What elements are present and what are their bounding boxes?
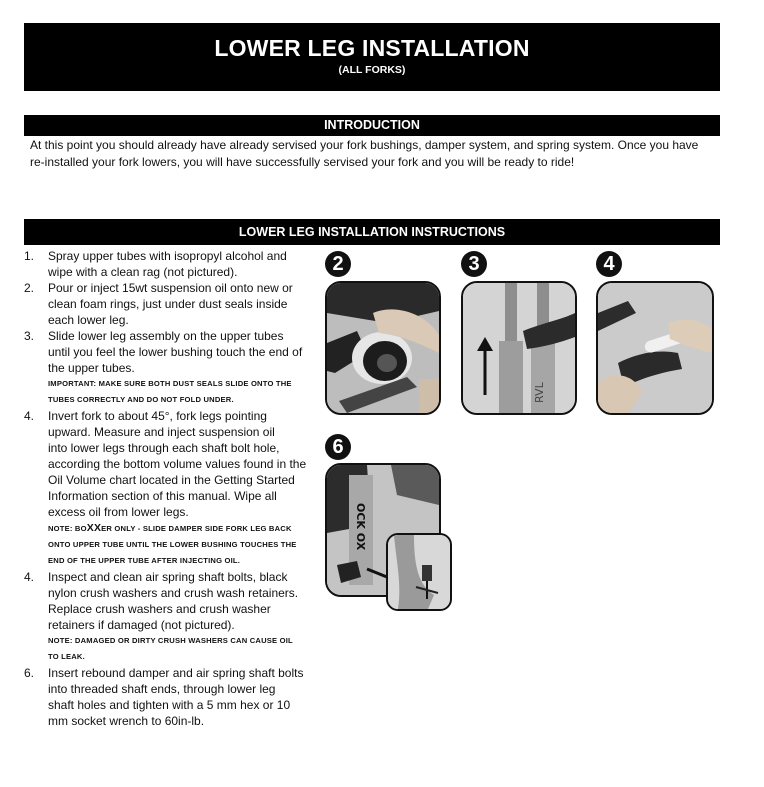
step-line: Information section of this manual. Wipe all [48, 489, 277, 503]
step-line: Oil Volume chart located in the Getting Started [48, 473, 295, 487]
step-line: Inspect and clean air spring shaft bolts, black [48, 570, 288, 584]
step-number: 4. [24, 409, 35, 423]
important-note [48, 376, 314, 408]
fork-label: RVL [533, 382, 546, 403]
note-line: TUBES CORRECTLY AND DO NOT FOLD UNDER. [48, 395, 234, 404]
step-line: shaft holes and tighten with a 5 mm hex or 10 [48, 698, 291, 712]
step-line: upward. Measure and inject suspension oil [48, 425, 275, 439]
list-item [24, 665, 314, 729]
note-line [48, 520, 314, 537]
note-line: IMPORTANT: MAKE SURE BOTH DUST SEALS SLIDE ONTO THE [48, 379, 292, 388]
intro-heading: INTRODUCTION [324, 118, 420, 132]
note-emphasis: XX [86, 522, 102, 534]
steps-list [24, 248, 314, 729]
step-3-photo [461, 281, 577, 415]
page-subtitle: (ALL FORKS) [338, 64, 406, 76]
step-number: 2. [24, 281, 35, 295]
step-line: Slide lower leg assembly on the upper tubes [48, 329, 284, 343]
title-banner [24, 23, 720, 91]
shaft-bolt-detail-illustration [388, 535, 450, 609]
stanchion-label: OCK OX [354, 503, 367, 551]
step-3-badge: 3 [461, 251, 487, 277]
step-line: into threaded shaft ends, through lower leg [48, 682, 276, 696]
step-line: wipe with a clean rag (not pictured). [48, 265, 238, 279]
note-line: NOTE: DAMAGED OR DIRTY CRUSH WASHERS CAN CAUSE OIL [48, 636, 293, 645]
list-item [24, 569, 314, 633]
step-number: 1. [24, 249, 35, 263]
intro-line: At this point you should already have already servised your fork bushings, damper system, and spring system. Once you have [30, 138, 699, 152]
step-line: excess oil from lower legs. [48, 505, 189, 519]
note-prefix: NOTE: BO [48, 524, 87, 533]
step-line: into lower legs through each shaft bolt hole, [48, 441, 280, 455]
step-line: according the bottom volume values found in the [48, 457, 307, 471]
foam-ring-illustration [327, 283, 439, 413]
note-rest: ER ONLY - SLIDE DAMPER SIDE FORK LEG BACK [101, 524, 292, 533]
list-item [24, 248, 314, 280]
step-line: clean foam rings, just under dust seals inside [48, 297, 288, 311]
step-6-detail-photo [386, 533, 452, 611]
step-4-photo [596, 281, 714, 415]
step-4-badge: 4 [596, 251, 622, 277]
step-number: 4. [24, 570, 35, 584]
step-line: mm socket wrench to 60in-lb. [48, 714, 205, 728]
step-6-badge: 6 [325, 434, 351, 460]
step-number: 3. [24, 329, 35, 343]
step-2-badge: 2 [325, 251, 351, 277]
step-2-photo [325, 281, 441, 415]
list-item [24, 328, 314, 376]
step-line: the upper tubes. [48, 361, 135, 375]
intro-paragraph [30, 137, 720, 170]
intro-line: re-installed your fork lowers, you will have successfully servised your fork and you will be ready to ride! [30, 154, 575, 169]
step-line: Invert fork to about 45°, fork legs pointing [48, 409, 267, 423]
page-title: LOWER LEG INSTALLATION [214, 35, 530, 61]
intro-heading-bar [24, 115, 720, 136]
step-line: Replace crush washers and crush washer [48, 602, 271, 616]
list-item [24, 408, 314, 520]
list-item [24, 280, 314, 328]
washer-note [48, 633, 314, 665]
step-line: Spray upper tubes with isopropyl alcohol and [48, 249, 287, 263]
step-line: each lower leg. [48, 313, 129, 327]
note-line: ONTO UPPER TUBE UNTIL THE LOWER BUSHING TOUCHES THE [48, 540, 297, 549]
note-line: TO LEAK. [48, 652, 85, 661]
step-line: Pour or inject 15wt suspension oil onto new or [48, 281, 293, 295]
step-line: Insert rebound damper and air spring shaft bolts [48, 666, 304, 680]
step-line: retainers if damaged (not pictured). [48, 618, 235, 632]
step-line: until you feel the lower bushing touch the end of [48, 345, 303, 359]
instructions-heading: LOWER LEG INSTALLATION INSTRUCTIONS [238, 225, 506, 239]
instructions-heading-bar [24, 219, 720, 245]
step-line: nylon crush washers and crush wash retainers. [48, 586, 299, 600]
boxxer-note [48, 520, 314, 569]
note-line: END OF THE UPPER TUBE AFTER INJECTING OIL. [48, 556, 241, 565]
oil-injection-illustration [598, 283, 712, 413]
slide-lower-leg-illustration [463, 283, 575, 413]
step-number: 6. [24, 666, 35, 680]
